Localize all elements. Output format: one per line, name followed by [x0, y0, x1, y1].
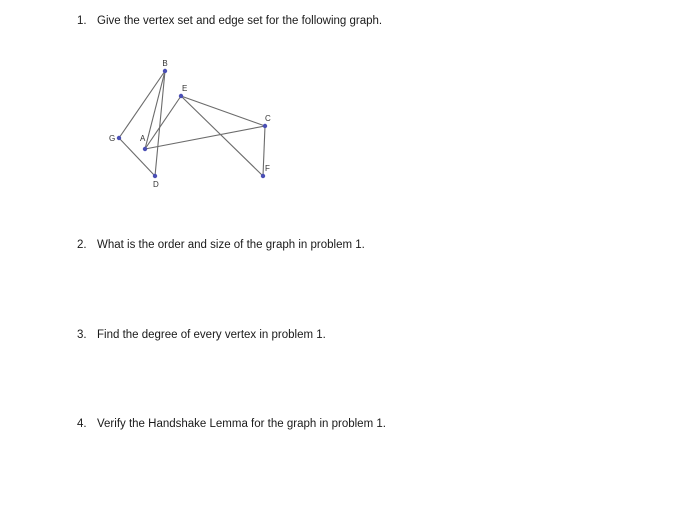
- question-4-number: 4.: [77, 418, 87, 430]
- graph-edges: [119, 71, 265, 176]
- question-1-number: 1.: [77, 15, 87, 27]
- question-2-text: What is the order and size of the graph in problem 1.: [97, 239, 365, 251]
- vertex-label-f: F: [265, 164, 270, 173]
- vertex-label-a: A: [140, 134, 146, 143]
- edge-b-d: [155, 71, 165, 176]
- edge-b-g: [119, 71, 165, 138]
- vertex-label-b: B: [162, 59, 168, 68]
- question-3-number: 3.: [77, 329, 87, 341]
- question-3-text: Find the degree of every vertex in problem 1.: [97, 329, 326, 341]
- question-4: [77, 417, 386, 431]
- edge-a-c: [145, 126, 265, 149]
- vertex-g: [117, 136, 121, 140]
- edge-e-a: [145, 96, 181, 149]
- edge-e-f: [181, 96, 263, 176]
- edge-b-a: [145, 71, 165, 149]
- vertex-a: [143, 147, 147, 151]
- vertex-f: [261, 174, 265, 178]
- edge-g-d: [119, 138, 155, 176]
- vertex-label-e: E: [182, 84, 188, 93]
- vertex-label-c: C: [265, 114, 271, 123]
- question-2-number: 2.: [77, 239, 87, 251]
- question-4-text: Verify the Handshake Lemma for the graph in problem 1.: [97, 418, 386, 430]
- graph-vertices: [117, 69, 267, 178]
- vertex-label-g: G: [109, 134, 116, 143]
- graph-vertex-labels: [109, 59, 271, 189]
- vertex-d: [153, 174, 157, 178]
- edge-e-c: [181, 96, 265, 126]
- question-3: [77, 328, 326, 342]
- question-2: [77, 238, 365, 252]
- vertex-c: [263, 124, 267, 128]
- vertex-label-d: D: [153, 180, 159, 189]
- vertex-b: [163, 69, 167, 73]
- vertex-e: [179, 94, 183, 98]
- question-1-text: Give the vertex set and edge set for the following graph.: [97, 15, 383, 27]
